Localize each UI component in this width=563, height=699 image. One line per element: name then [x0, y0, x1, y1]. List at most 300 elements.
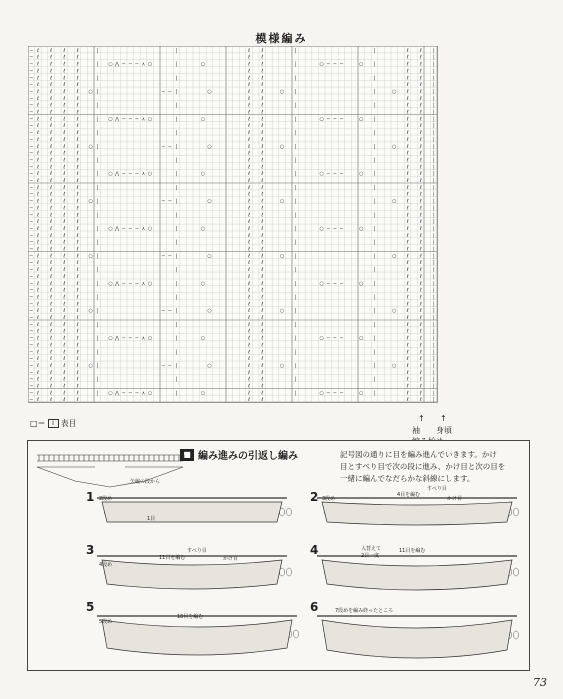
chart-symbol: ℓ — [261, 287, 264, 294]
chart-symbol: ℓ — [406, 198, 409, 205]
chart-symbol: ℓ — [36, 212, 39, 219]
chart-symbol: ⋀ — [115, 61, 120, 68]
chart-symbol: ○ — [359, 390, 364, 397]
chart-symbol: ℓ — [36, 356, 39, 363]
chart-symbol: ℓ — [36, 143, 39, 150]
chart-symbol: ℓ — [419, 136, 422, 143]
chart-symbol: ○ — [88, 253, 93, 260]
chart-symbol: ℓ — [248, 280, 251, 287]
chart-symbol: | — [294, 130, 297, 137]
chart-symbol: − — [161, 198, 166, 205]
chart-symbol: | — [96, 335, 99, 342]
chart-symbol: ℓ — [406, 369, 409, 376]
chart-symbol: ℓ — [36, 157, 39, 164]
chart-symbol: ○ — [88, 362, 93, 369]
chart-symbol: ℓ — [76, 260, 79, 267]
chart-symbol: ○ — [392, 362, 397, 369]
chart-symbol: ○ — [147, 390, 153, 397]
chart-symbol: ℓ — [50, 253, 53, 260]
chart-symbol: ○ — [200, 171, 206, 178]
chart-symbol: | — [96, 280, 99, 287]
chart-symbol: ℓ — [76, 397, 79, 404]
chart-symbol: | — [433, 102, 435, 109]
step-note: 2目一度 — [361, 553, 380, 559]
chart-symbol: | — [175, 212, 178, 219]
chart-symbol: | — [373, 184, 376, 191]
chart-symbol: ⋏ — [141, 171, 146, 178]
chart-symbol: ℓ — [248, 191, 251, 198]
chart-symbol: − — [134, 171, 140, 178]
chart-symbol: ℓ — [406, 328, 409, 335]
chart-symbol: ⋀ — [115, 280, 120, 287]
chart-symbol: ℓ — [76, 335, 79, 342]
chart-symbol: ℓ — [406, 301, 409, 308]
chart-symbol: ○ — [147, 116, 153, 123]
chart-symbol: ℓ — [50, 232, 53, 239]
chart-symbol: ℓ — [63, 342, 66, 349]
chart-symbol: ℓ — [261, 349, 264, 356]
chart-symbol: ℓ — [248, 308, 251, 315]
chart-symbol: ℓ — [406, 349, 409, 356]
chart-symbol: − — [29, 294, 34, 301]
chart-symbol: ⋏ — [141, 61, 146, 68]
chart-symbol: ℓ — [406, 109, 409, 116]
chart-symbol: | — [433, 239, 435, 246]
chart-symbol: ℓ — [406, 356, 409, 363]
chart-symbol: ℓ — [248, 68, 251, 75]
chart-symbol: ℓ — [76, 253, 79, 260]
chart-symbol: ℓ — [50, 260, 53, 267]
chart-symbol: ℓ — [419, 321, 422, 328]
chart-symbol: ⋀ — [115, 171, 120, 178]
chart-symbol: | — [433, 280, 435, 287]
chart-symbol: ℓ — [63, 369, 66, 376]
chart-symbol: − — [128, 116, 133, 123]
knitted-fabric — [322, 502, 512, 525]
chart-symbol: ℓ — [419, 198, 422, 205]
chart-symbol: ℓ — [76, 321, 79, 328]
chart-symbol: ℓ — [76, 54, 79, 61]
chart-symbol: ℓ — [248, 287, 251, 294]
chart-symbol: ℓ — [36, 116, 39, 123]
chart-symbol: ℓ — [36, 75, 39, 82]
chart-symbol: ℓ — [248, 225, 251, 232]
chart-symbol: | — [373, 102, 376, 109]
knitted-fabric — [102, 620, 292, 655]
chart-symbol: | — [96, 116, 99, 123]
chart-symbol: ○ — [279, 88, 285, 95]
chart-symbol: ℓ — [406, 47, 409, 54]
chart-symbol: ℓ — [419, 178, 422, 184]
chart-symbol: ℓ — [76, 383, 79, 390]
chart-symbol: | — [433, 308, 435, 315]
chart-symbol: ℓ — [63, 150, 66, 157]
chart-symbol: ℓ — [261, 301, 264, 308]
chart-symbol: | — [175, 253, 178, 260]
chart-symbol: ℓ — [261, 47, 264, 54]
chart-symbol: ℓ — [63, 178, 66, 184]
chart-symbol: ℓ — [76, 136, 79, 143]
chart-symbol: − — [134, 116, 140, 123]
chart-symbol: ○ — [88, 308, 93, 315]
chart-symbol: ℓ — [63, 294, 66, 301]
chart-symbol: ℓ — [63, 301, 66, 308]
chart-symbol: − — [29, 82, 34, 89]
chart-symbol: ℓ — [261, 239, 264, 246]
chart-symbol: ℓ — [419, 68, 422, 75]
chart-symbol: ℓ — [248, 369, 251, 376]
chart-symbol: ℓ — [63, 205, 66, 212]
chart-symbol: | — [175, 75, 178, 82]
chart-symbol: ○ — [207, 143, 212, 150]
chart-symbol: ℓ — [50, 130, 53, 137]
chart-symbol: − — [29, 130, 34, 137]
chart-symbol: | — [433, 205, 435, 212]
chart-symbol: ℓ — [248, 75, 251, 82]
chart-symbol: ℓ — [76, 390, 79, 397]
chart-symbol: ○ — [319, 390, 324, 397]
chart-symbol: ℓ — [248, 239, 251, 246]
chart-symbol: | — [373, 143, 376, 150]
chart-symbol: ℓ — [36, 315, 39, 321]
chart-symbol: | — [373, 47, 376, 54]
chart-symbol: ○ — [392, 198, 397, 205]
chart-symbol: ℓ — [63, 102, 66, 109]
chart-symbol: ○ — [319, 171, 324, 178]
chart-symbol: − — [339, 171, 344, 178]
chart-symbol: ℓ — [406, 246, 409, 253]
chart-symbol: ℓ — [76, 164, 79, 171]
chart-symbol: | — [433, 116, 435, 123]
chart-symbol: | — [96, 390, 99, 397]
chart-symbol: | — [175, 61, 178, 68]
chart-symbol: ℓ — [76, 68, 79, 75]
chart-symbol: ℓ — [261, 315, 264, 321]
chart-symbol: − — [339, 335, 344, 342]
chart-symbol: | — [373, 212, 376, 219]
chart-symbol: | — [373, 225, 376, 232]
chart-symbol: ℓ — [76, 102, 79, 109]
chart-symbol: | — [433, 267, 435, 274]
chart-symbol: ℓ — [50, 335, 53, 342]
arrow-up-icon: ↑ — [418, 414, 425, 423]
chart-symbol: ℓ — [50, 171, 53, 178]
chart-symbol: | — [433, 184, 435, 191]
chart-symbol: ℓ — [419, 253, 422, 260]
chart-symbol: | — [96, 102, 99, 109]
chart-symbol: ℓ — [248, 157, 251, 164]
chart-symbol: ℓ — [76, 95, 79, 102]
chart-symbol: ℓ — [36, 219, 39, 226]
chart-symbol: ℓ — [76, 116, 79, 123]
step-number: 6 — [310, 600, 319, 614]
chart-symbol: ℓ — [419, 157, 422, 164]
chart-symbol: − — [29, 390, 34, 397]
chart-symbol: ℓ — [76, 123, 79, 130]
chart-symbol: ℓ — [248, 198, 251, 205]
chart-symbol: ℓ — [419, 102, 422, 109]
chart-symbol: ℓ — [36, 362, 39, 369]
chart-symbol: | — [96, 294, 99, 301]
chart-symbol: − — [161, 308, 166, 315]
chart-symbol: ℓ — [50, 109, 53, 116]
chart-symbol: − — [326, 335, 331, 342]
chart-symbol: − — [29, 47, 34, 54]
chart-symbol: ℓ — [261, 136, 264, 143]
chart-symbol: ℓ — [50, 321, 53, 328]
chart-symbol: ℓ — [406, 383, 409, 390]
chart-title: 模様編み — [255, 32, 308, 45]
chart-symbol: ℓ — [406, 95, 409, 102]
chart-symbol: ℓ — [419, 390, 422, 397]
chart-symbol: ℓ — [406, 294, 409, 301]
chart-symbol: ℓ — [261, 184, 264, 191]
chart-symbol: ○ — [279, 362, 285, 369]
chart-symbol: − — [128, 335, 133, 342]
chart-symbol: ℓ — [248, 349, 251, 356]
chart-symbol: ○ — [108, 225, 113, 232]
chart-symbol: ℓ — [419, 54, 422, 61]
chart-symbol: ℓ — [76, 157, 79, 164]
chart-symbol: | — [433, 157, 435, 164]
stitch-loop — [513, 508, 518, 516]
chart-symbol: | — [96, 212, 99, 219]
chart-symbol: − — [29, 191, 34, 198]
chart-symbol: | — [96, 47, 99, 54]
chart-symbol: ○ — [147, 225, 153, 232]
chart-symbol: ℓ — [419, 328, 422, 335]
chart-symbol: ℓ — [261, 219, 264, 226]
chart-symbol: − — [29, 335, 34, 342]
chart-symbol: | — [433, 54, 435, 61]
chart-symbol: | — [96, 225, 99, 232]
chart-symbol: ℓ — [63, 184, 66, 191]
chart-symbol: ○ — [279, 198, 285, 205]
chart-symbol: ○ — [207, 198, 212, 205]
chart-symbol: − — [29, 116, 34, 123]
chart-symbol: | — [96, 349, 99, 356]
chart-symbol: ℓ — [63, 191, 66, 198]
chart-symbol: | — [433, 315, 435, 321]
chart-symbol: ℓ — [419, 308, 422, 315]
chart-symbol: ℓ — [406, 273, 409, 280]
chart-symbol: | — [433, 335, 435, 342]
chart-symbol: ℓ — [76, 130, 79, 137]
chart-symbol: ℓ — [419, 123, 422, 130]
chart-symbol: ℓ — [419, 315, 422, 321]
chart-symbol: ℓ — [261, 68, 264, 75]
chart-symbol: | — [175, 280, 178, 287]
chart-symbol: ℓ — [63, 253, 66, 260]
chart-symbol: | — [294, 280, 297, 287]
chart-symbol: ℓ — [248, 260, 251, 267]
chart-symbol: | — [373, 294, 376, 301]
chart-symbol: | — [175, 47, 178, 54]
chart-symbol: − — [167, 362, 173, 369]
chart-symbol: ℓ — [76, 178, 79, 184]
chart-symbol: ℓ — [261, 383, 264, 390]
chart-symbol: ℓ — [50, 369, 53, 376]
chart-symbol: ℓ — [63, 321, 66, 328]
chart-symbol: − — [332, 171, 338, 178]
chart-symbol: ℓ — [419, 212, 422, 219]
chart-symbol: − — [29, 280, 34, 287]
chart-symbol: − — [29, 171, 34, 178]
chart-symbol: ℓ — [63, 136, 66, 143]
bullet-icon: ■ — [180, 449, 194, 461]
chart-symbol: − — [29, 75, 34, 82]
step-note: すべり目 — [187, 548, 207, 554]
chart-symbol: ℓ — [63, 123, 66, 130]
chart-symbol: ○ — [108, 171, 113, 178]
legend — [30, 418, 77, 429]
chart-symbol: ℓ — [76, 239, 79, 246]
chart-symbol: | — [433, 171, 435, 178]
chart-symbol: − — [121, 116, 126, 123]
chart-symbol: ○ — [207, 362, 212, 369]
chart-symbol: ○ — [207, 253, 212, 260]
chart-symbol: ℓ — [248, 205, 251, 212]
chart-symbol: ℓ — [406, 397, 409, 404]
chart-symbol: | — [373, 157, 376, 164]
chart-symbol: ℓ — [419, 191, 422, 198]
chart-symbol: − — [134, 225, 140, 232]
chart-symbol: ℓ — [50, 178, 53, 184]
chart-symbol: ℓ — [261, 102, 264, 109]
chart-symbol: ℓ — [36, 136, 39, 143]
chart-symbol: ℓ — [36, 294, 39, 301]
chart-symbol: | — [433, 212, 435, 219]
chart-symbol: − — [29, 164, 34, 171]
chart-symbol: | — [175, 239, 178, 246]
chart-symbol: ℓ — [248, 102, 251, 109]
chart-symbol: | — [294, 253, 297, 260]
chart-symbol: | — [175, 267, 178, 274]
chart-symbol: ○ — [200, 116, 206, 123]
chart-symbol: ℓ — [36, 123, 39, 130]
chart-symbol: | — [433, 178, 435, 184]
chart-symbol: ℓ — [36, 383, 39, 390]
page-number: 73 — [533, 676, 547, 689]
chart-symbol: − — [29, 273, 34, 280]
chart-symbol: ℓ — [50, 383, 53, 390]
chart-symbol: ℓ — [248, 232, 251, 239]
chart-symbol: ℓ — [36, 246, 39, 253]
chart-symbol: ℓ — [261, 82, 264, 89]
chart-symbol: | — [294, 335, 297, 342]
step-number: 3 — [86, 543, 95, 557]
chart-symbol: ℓ — [419, 75, 422, 82]
chart-symbol: | — [373, 198, 376, 205]
chart-symbol: ℓ — [50, 246, 53, 253]
chart-symbol: ℓ — [63, 88, 66, 95]
chart-symbol: − — [29, 157, 34, 164]
chart-symbol: ℓ — [36, 376, 39, 383]
chart-symbol: | — [433, 328, 435, 335]
chart-symbol: ℓ — [406, 239, 409, 246]
chart-symbol: ℓ — [248, 219, 251, 226]
chart-symbol: ℓ — [63, 376, 66, 383]
chart-symbol: − — [29, 212, 34, 219]
chart-symbol: ℓ — [76, 184, 79, 191]
chart-symbol: ℓ — [36, 273, 39, 280]
chart-symbol: ○ — [319, 280, 324, 287]
chart-symbol: − — [121, 171, 126, 178]
chart-symbol: ℓ — [261, 130, 264, 137]
chart-symbol: ℓ — [419, 61, 422, 68]
chart-symbol: | — [96, 75, 99, 82]
chart-symbol: ○ — [279, 143, 285, 150]
chart-symbol: ℓ — [248, 109, 251, 116]
chart-symbol: ℓ — [50, 164, 53, 171]
step-note: 11目を編む — [399, 548, 426, 554]
chart-symbol: ℓ — [406, 321, 409, 328]
arrow-up-icon: ↑ — [440, 414, 447, 423]
chart-symbol: ℓ — [248, 376, 251, 383]
stitch-loop — [513, 631, 518, 639]
chart-symbol: ℓ — [261, 164, 264, 171]
chart-symbol: | — [294, 157, 297, 164]
chart-symbol: ℓ — [248, 301, 251, 308]
chart-symbol: ℓ — [248, 47, 251, 54]
chart-symbol: − — [167, 88, 173, 95]
chart-symbol: | — [433, 75, 435, 82]
chart-symbol: | — [433, 356, 435, 363]
chart-symbol: − — [121, 390, 126, 397]
chart-symbol: ℓ — [419, 362, 422, 369]
chart-symbol: ○ — [108, 116, 113, 123]
knit-stitch-icon: Ⅰ — [48, 419, 59, 428]
chart-symbol: ℓ — [248, 335, 251, 342]
chart-symbol: ℓ — [261, 123, 264, 130]
chart-symbol: ℓ — [406, 136, 409, 143]
chart-symbol: ℓ — [76, 171, 79, 178]
chart-symbol: − — [29, 308, 34, 315]
chart-symbol: ℓ — [419, 294, 422, 301]
chart-symbol: ℓ — [261, 75, 264, 82]
chart-symbol: ○ — [392, 308, 397, 315]
chart-symbol: ℓ — [248, 61, 251, 68]
chart-symbol: ℓ — [261, 246, 264, 253]
chart-symbol: ○ — [319, 335, 324, 342]
chart-symbol: − — [29, 143, 34, 150]
chart-symbol: | — [433, 136, 435, 143]
chart-symbol: ○ — [108, 280, 113, 287]
chart-symbol: | — [96, 253, 99, 260]
chart-symbol: | — [96, 239, 99, 246]
chart-symbol: | — [96, 267, 99, 274]
chart-symbol: ℓ — [261, 171, 264, 178]
chart-symbol: ℓ — [419, 397, 422, 404]
chart-symbol: ℓ — [248, 342, 251, 349]
step-note: かけ目 — [223, 556, 239, 562]
chart-symbol: ℓ — [76, 219, 79, 226]
chart-symbol: ℓ — [406, 75, 409, 82]
chart-symbol: ℓ — [50, 116, 53, 123]
chart-symbol: | — [175, 349, 178, 356]
chart-symbol: − — [29, 328, 34, 335]
chart-symbol: | — [175, 225, 178, 232]
chart-symbol: | — [294, 102, 297, 109]
chart-symbol: | — [433, 164, 435, 171]
chart-symbol: ℓ — [63, 267, 66, 274]
chart-symbol: | — [433, 246, 435, 253]
knitted-fabric — [102, 502, 282, 522]
chart-symbol: ℓ — [406, 267, 409, 274]
chart-symbol: | — [294, 362, 297, 369]
chart-symbol: ℓ — [36, 239, 39, 246]
chart-symbol: ℓ — [419, 383, 422, 390]
